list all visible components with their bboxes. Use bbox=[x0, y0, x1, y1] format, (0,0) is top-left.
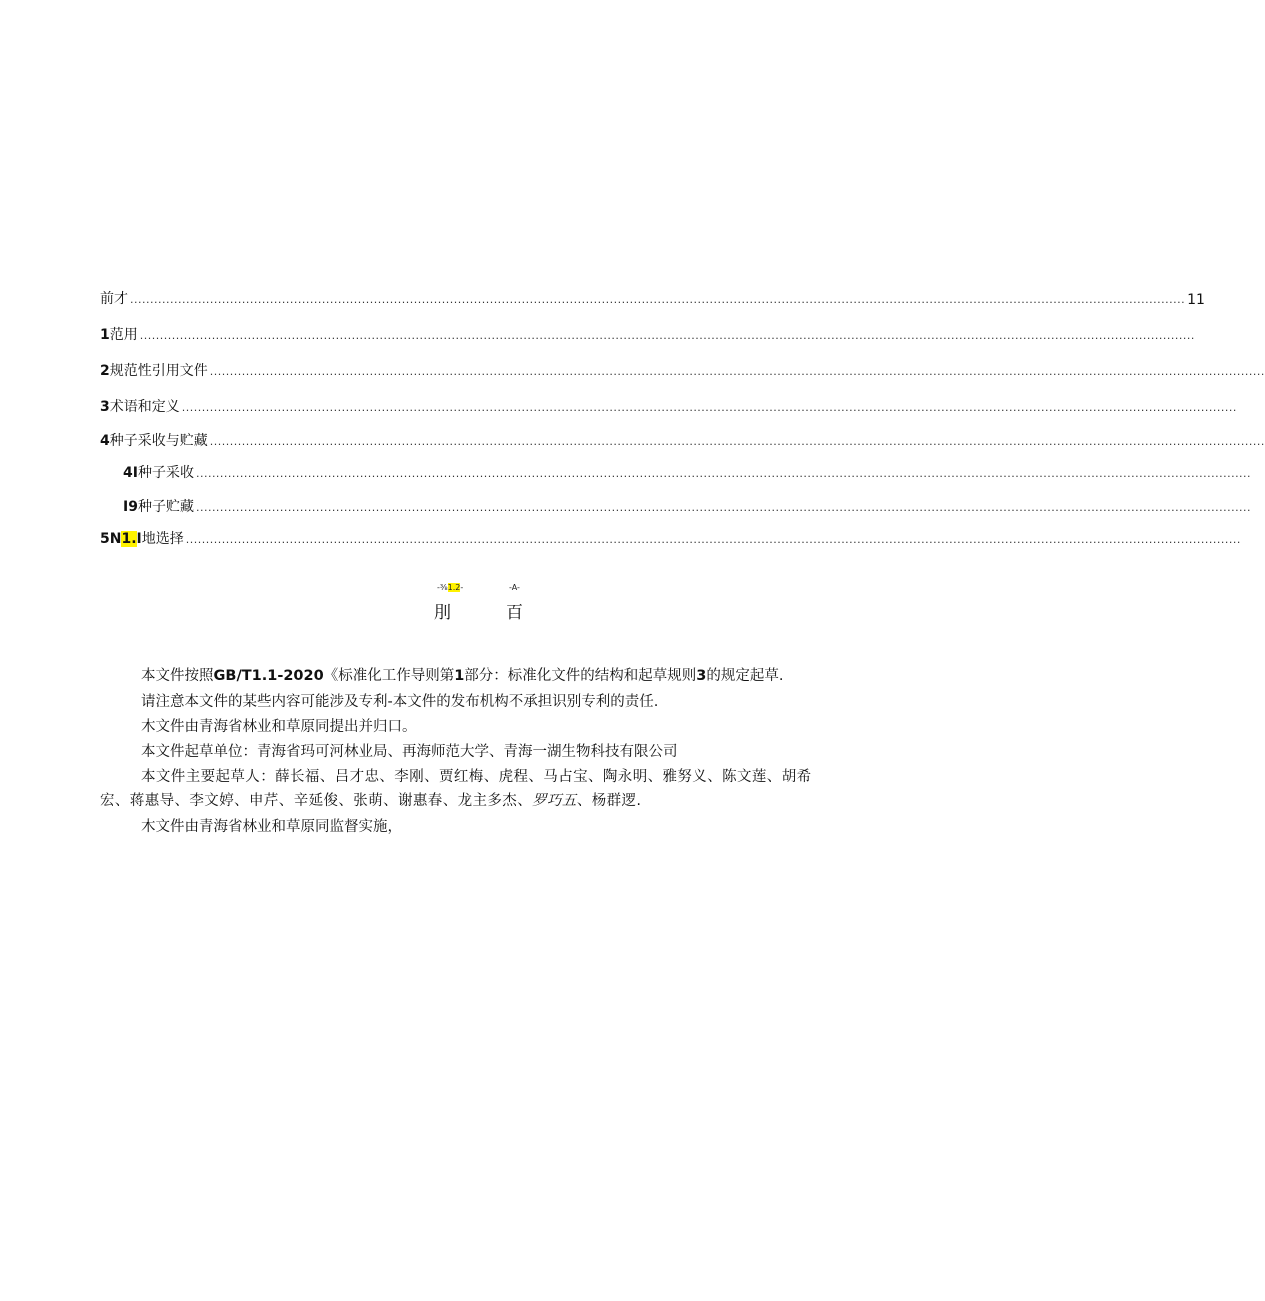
toc-label: 4I种子采收 bbox=[123, 465, 194, 481]
toc-entry-scope[interactable] bbox=[100, 318, 1195, 344]
paragraph-proposer: 木文件由青海省林业和草原同提出并归口。 bbox=[141, 719, 417, 735]
highlight-mark: 1.2 bbox=[447, 583, 461, 592]
toc-leader: ........................................................................................................................................................................................................................................................................ bbox=[181, 401, 1237, 414]
toc-entry-foreword[interactable] bbox=[100, 282, 1205, 308]
toc-leader: ........................................................................................................................................................................................................................................................................ bbox=[209, 435, 1265, 448]
paragraph-drafters: 本文件主要起草人：薛长福、吕才忠、李刚、贾红梅、虎程、马占宝、陶永明、雅努义、陈文莲、胡希宏、蒋惠导、李文婷、申芹、辛延俊、张萌、谢惠春、龙主多杰、罗巧五、杨群逻. bbox=[100, 769, 812, 809]
toc-label: 4种子采收与贮藏 bbox=[100, 433, 208, 449]
toc-number: 5N1.I bbox=[100, 531, 142, 547]
toc-number: 4I bbox=[123, 465, 138, 481]
toc-number: 4 bbox=[100, 433, 110, 449]
toc-label: 5N1.I地选择 bbox=[100, 531, 184, 547]
toc-entry-normative-references[interactable] bbox=[100, 354, 1265, 380]
toc-number: I9 bbox=[123, 499, 138, 515]
highlight-mark: 1. bbox=[121, 531, 137, 547]
toc-number: 2 bbox=[100, 363, 110, 379]
toc-label: 3术语和定义 bbox=[100, 399, 180, 415]
toc-leader: ........................................................................................................................................................................................................................................................................ bbox=[195, 501, 1252, 514]
toc-leader: ........................................................................................................................................................................................................................................................................ bbox=[209, 365, 1265, 378]
foreword-heading-left: 刖 bbox=[434, 603, 451, 623]
paragraph-supervision: 木文件由青海省林业和草原同监督实施， bbox=[141, 819, 402, 835]
paragraph-patent-notice: 请注意本文件的某些内容可能涉及专利-本文件的发布机构不承担识别专利的责任. bbox=[141, 694, 659, 710]
toc-leader: ........................................................................................................................................................................................................................................................................ bbox=[139, 329, 1195, 342]
heading-mark-left: -⅜1.2- bbox=[437, 583, 464, 592]
foreword-heading-right: 百 bbox=[506, 603, 523, 623]
toc-leader: ........................................................................................................................................................................................................................................................................ bbox=[185, 533, 1241, 546]
paragraph-drafting-rules: 本文件按照GB/T1.1-2020《标准化工作导则第1部分：标准化文件的结构和起草规则3的规定起草. bbox=[141, 668, 784, 684]
heading-mark-right: -A- bbox=[509, 583, 520, 592]
toc-entry-site-selection[interactable] bbox=[100, 522, 1241, 548]
toc-entry-seed-collection-storage[interactable] bbox=[100, 424, 1265, 450]
toc-number: 3 bbox=[100, 399, 110, 415]
toc-label: 前才 bbox=[100, 291, 128, 307]
toc-label: I9种子贮藏 bbox=[123, 499, 194, 515]
toc-label: 2规范性引用文件 bbox=[100, 363, 208, 379]
toc-entry-seed-storage[interactable] bbox=[123, 490, 1252, 516]
toc-number: 1 bbox=[100, 327, 110, 343]
toc-leader: ........................................................................................................................................................................................................................................................................ bbox=[195, 467, 1252, 480]
toc-entry-terms[interactable] bbox=[100, 390, 1237, 416]
toc-leader: ........................................................................................................................................................................................................................................................................ bbox=[130, 293, 1186, 306]
toc-page-number: 11 bbox=[1187, 292, 1205, 308]
toc-entry-seed-collection[interactable] bbox=[123, 456, 1252, 482]
toc-label: 1范用 bbox=[100, 327, 138, 343]
paragraph-drafting-units: 本文件起草单位：青海省玛可河林业局、再海师范大学、青海一湖生物科技有限公司 bbox=[141, 744, 678, 760]
